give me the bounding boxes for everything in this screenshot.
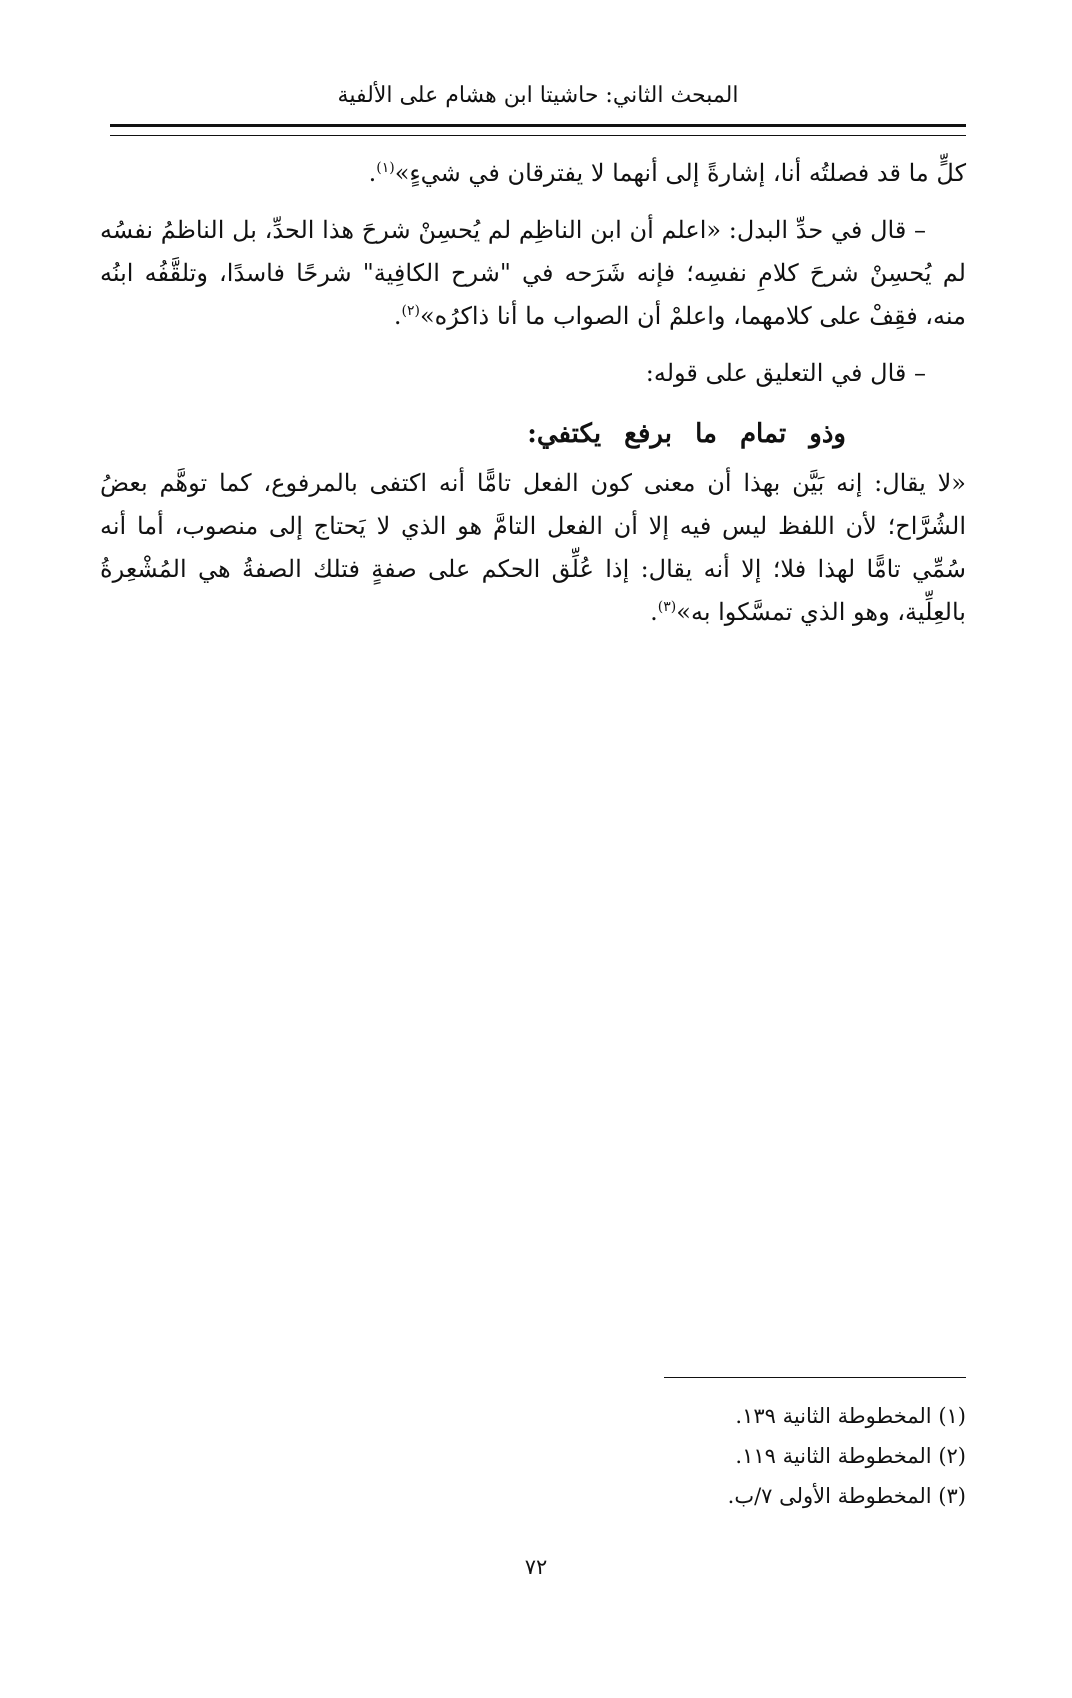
paragraph-1 [100, 152, 966, 195]
footnote-1: (١) المخطوطة الثانية ١٣٩. [735, 1404, 966, 1428]
paragraph-2-end: . [393, 302, 402, 330]
main-text [100, 152, 966, 648]
paragraph-2-text: – قال في حدِّ البدل: «اعلم أن ابن الناظِم لم يُحسِنْ شرحَ هذا الحدِّ، بل الناظمُ نفسُه لم يُحسِنْ شرحَ كلامِ نفسِه؛ فإنه شَرَحه في "شرح الكافِية" شرحًا فاسدًا، وتلقَّفُه ابنُه منه، فقِفْ على كلامهما، واعلمْ أن الصواب ما أنا ذاكرُه» [100, 216, 966, 330]
paragraph-1-end: . [368, 159, 377, 187]
paragraph-1-text: كلٍّ ما قد فصلتُه أنا، إشارةً إلى أنهما لا يفترقان في شيءٍ» [394, 159, 966, 187]
footnote-3: (٣) المخطوطة الأولى ٧/ب. [727, 1484, 966, 1508]
page-number: ٧٢ [524, 1555, 548, 1579]
paragraph-4 [100, 462, 966, 634]
verse-line: وذو تمام ما برفع يكتفي: [527, 419, 846, 449]
paragraph-4-end: . [650, 598, 658, 626]
footnote-2: (٢) المخطوطة الثانية ١١٩. [735, 1444, 966, 1468]
footnotes [106, 1396, 966, 1516]
footnote-ref-1: (١) [376, 160, 395, 176]
running-header: المبحث الثاني: حاشيتا ابن هشام على الألفية [337, 83, 739, 108]
header-rule-thick [110, 124, 966, 127]
paragraph-4-text: «لا يقال: إنه بَيَّن بهذا أن معنى كون الفعل تامًّا أنه اكتفى بالمرفوع، كما توهَّم بعضُ الشُرَّاح؛ لأن اللفظ ليس فيه إلا أن الفعل التامَّ هو الذي لا يَحتاج إلى منصوب، أما أنه سُمِّي تامًّا لهذا فلا؛ إلا أنه يقال: إذا عُلِّق الحكم على صفةٍ فتلك الصفةُ هي المُشْعِرةُ بالعِلِّية، وهو الذي تمسَّكوا به» [100, 469, 966, 626]
header-rule-thin [110, 135, 966, 136]
footnote-separator [664, 1377, 966, 1378]
paragraph-2 [100, 209, 966, 338]
footnote-ref-3: (٣) [657, 599, 677, 615]
footnote-ref-2: (٢) [401, 303, 420, 319]
paragraph-3: – قال في التعليق على قوله: [645, 359, 926, 387]
